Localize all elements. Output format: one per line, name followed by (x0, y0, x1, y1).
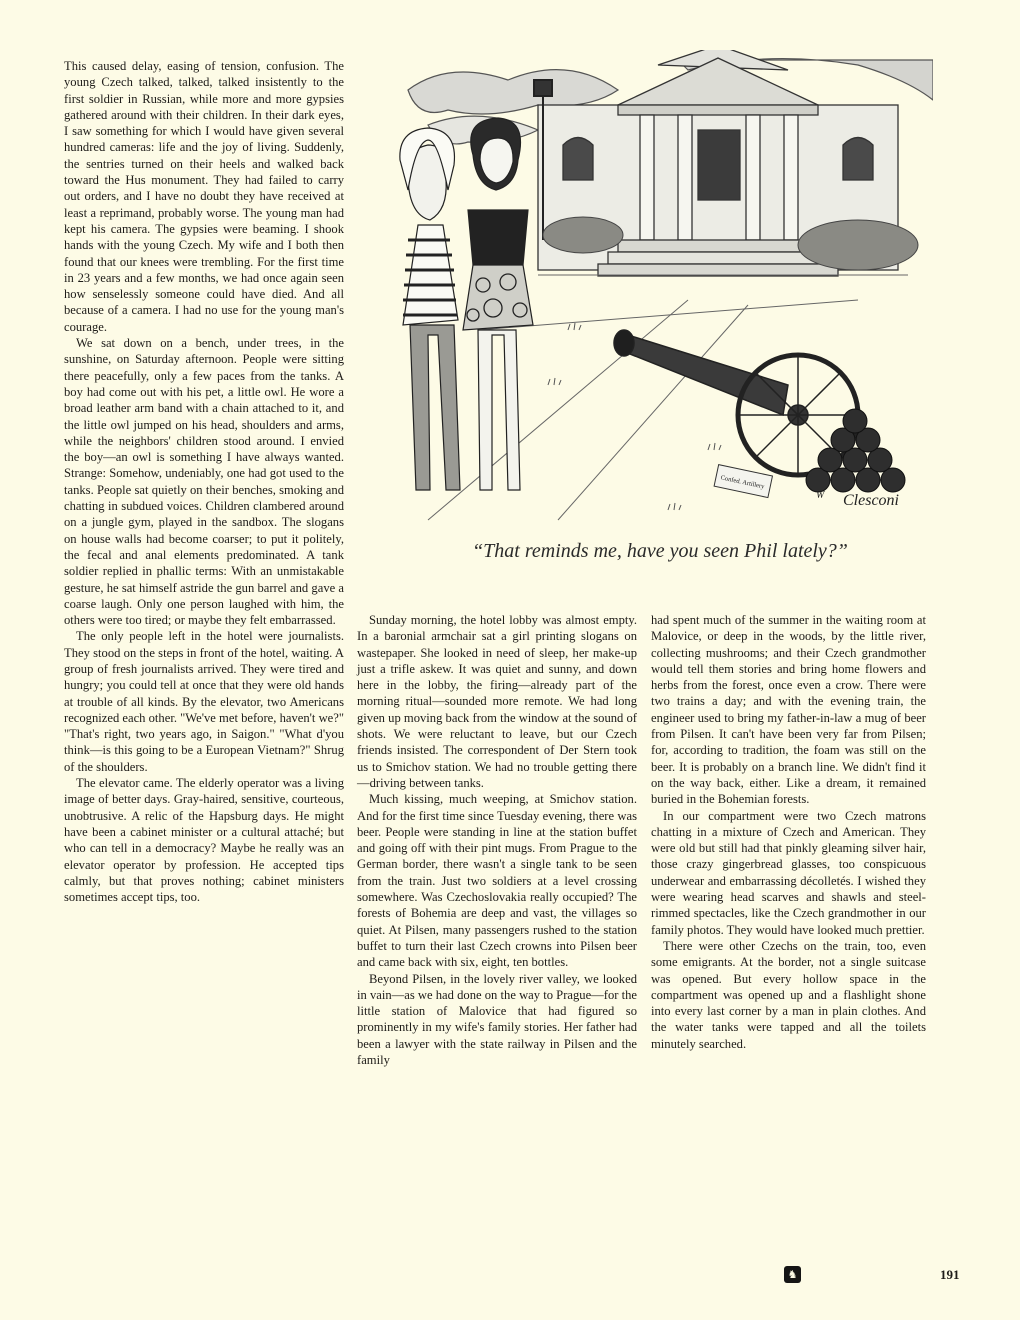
paragraph: In our compartment were two Czech matrons chatting in a mixture of Czech and American. They were old but still had that pinkly gleaming silver hair, those crazy gingerbread glasses, too conspicuous underwear and embarrassing décolletés. I wished they were wearing head scarves and shawls and steel-rimmed spectacles, like the Czech grandmother in our family photos. They would have looked much prettier. (651, 808, 926, 937)
paragraph: The only people left in the hotel were journalists. They stood on the steps in front of the hotel, waiting. A group of fresh journalists arrived. They were tired and hungry; you could tell at once that they were old hands at trouble of all kinds. By the elevator, two Americans recognized each other. "We've met before, haven't we?" "That's right, two years ago, in Saigon." "What d'you think—is this going to be a European Vietnam?" Shrug of the shoulders. (64, 629, 344, 774)
paragraph: had spent much of the summer in the waiting room at Malovice, or deep in the woods, by the little river, collecting mushrooms; and their Czech grandmother would tell them stories and bring home flowers and herbs from the forest, once even a crow. There were two trains a day; and with the evening train, the engineer used to bring my father-in-law a mug of beer from Pilsen. It can't have been very far from Pilsen; for, according to tradition, the foam was still on the beer. It is probably on a branch line. We didn't find it on the way back, either. Like a dream, it remained buried in the Bohemian forests. (651, 613, 926, 807)
paragraph: There were other Czechs on the train, too, even some emigrants. At the border, not a single suitcase was opened. But every hollow space in the compartment was opened up and a flashlight shone into every last corner by a man in plain clothes. And the water tanks were tapped and all the toilets minutely searched. (651, 938, 926, 1051)
plaque-text: Confed. Artillery (720, 474, 765, 491)
paragraph: Sunday morning, the hotel lobby was almost empty. In a baronial armchair sat a girl printing slogans on wastepaper. She looked in need of sleep, her make-up just a trifle askew. It was quiet and sunny, and down here in the lobby, the firing—already part of the morning ritual—sounded more remote. We had long given up moving back from the window at the sound of shots. We were reluctant to leave, but our Czech friends insisted. The correspondent of Der Stern took us to Smichov station. We had no trouble getting there—driving between tanks. (357, 613, 637, 790)
woman-right (463, 118, 533, 490)
woman-left (400, 128, 460, 490)
article-column-3 (651, 612, 926, 1052)
page-number: 191 (940, 1267, 960, 1282)
plaque (714, 465, 772, 498)
cartoon-illustration (388, 50, 933, 530)
article-column-1 (64, 58, 344, 905)
paragraph: The elevator came. The elderly operator was a living image of better days. Gray-haired, sensitive, courteous, unobtrusive. A relic of the Hapsburg days. He might have been a cabinet minister or a cultural attaché; but who can tell in a democracy? Maybe he really was an elevator operator by profession. He accepted tips calmly, but that proves nothing; cabinet ministers sometimes accept tips, too. (64, 776, 344, 905)
article-column-2 (357, 612, 637, 1068)
paragraph: Beyond Pilsen, in the lovely river valley, we looked in vain—as we had done on the way to Prague—for the little station of Malovice that had figured so prominently in my wife's family stories. Her father had been a lawyer with the state railway in Pilsen and the family (357, 971, 637, 1068)
playboy-rabbit-icon: ♞ (784, 1266, 801, 1283)
paragraph: We sat down on a bench, under trees, in the sunshine, on Saturday afternoon. People were sitting there peacefully, only a few paces from the tanks. A boy had come out with his pet, a little owl. He wore a broad leather arm band with a chain attached to it, and the little owl jumped on his head, shoulders and arms, while the neighbors' children stood around. I envied the boy—an owl is something I have always wanted. Strange: Somehow, undeniably, one had got used to the tanks. People sat quietly on their benches, smoking and chatting in subdued voices. Children clambered around on a jungle gym, played in the sandbox. The slogans on house walls had become coarser; to put it politely, the fecal and anal elements predominated. A tank soldier replied in phallic terms: With an unmistakable gesture, he sat himself astride the gun barrel and gave a coarse laugh. Only one person laughed with him, the others were too tired; or maybe they felt embarrassed. (64, 336, 344, 628)
cannonball-pile (806, 409, 905, 492)
paragraph: This caused delay, easing of tension, confusion. The young Czech talked, talked, talked insistently to the first soldier in Russian, while more and more gypsies gathered around with their children. In their dark eyes, I saw something for which I would have given several hundred cameras: life and the joy of living. Suddenly, the sentries turned on their heels and walked back toward the Hus monument. They had failed to carry out orders, and I have no doubt they have received at least a reprimand, probably worse. The young man had kept his camera. The gypsies were beaming. I shook hands with the young Czech. My wife and I both then found that our knees were trembling. For the first time in 23 years and a few months, we had once again seen how senselessly someone could have died. And all because of a camera. I had no use for the young man's courage. (64, 59, 344, 334)
cartoon-caption: “That reminds me, have you seen Phil lately?” (472, 540, 848, 562)
artist-signature: Clesconi (843, 492, 899, 509)
artist-initials: W (816, 490, 825, 501)
paragraph: Much kissing, much weeping, at Smichov station. And for the first time since Tuesday evening, there was beer. People were standing in line at the station buffet and going off with their pint mugs. From Prague to the German border, there wasn't a single tank to be seen from the train. Just two soldiers at a level crossing somewhere. Was Czechoslovakia really occupied? The forests of Bohemia are deep and vast, the villages so quiet. At Pilsen, many passengers rushed to the station buffet to turn their last Czech crowns into Pilsen beer and came back with six, eight, ten bottles. (357, 792, 637, 970)
